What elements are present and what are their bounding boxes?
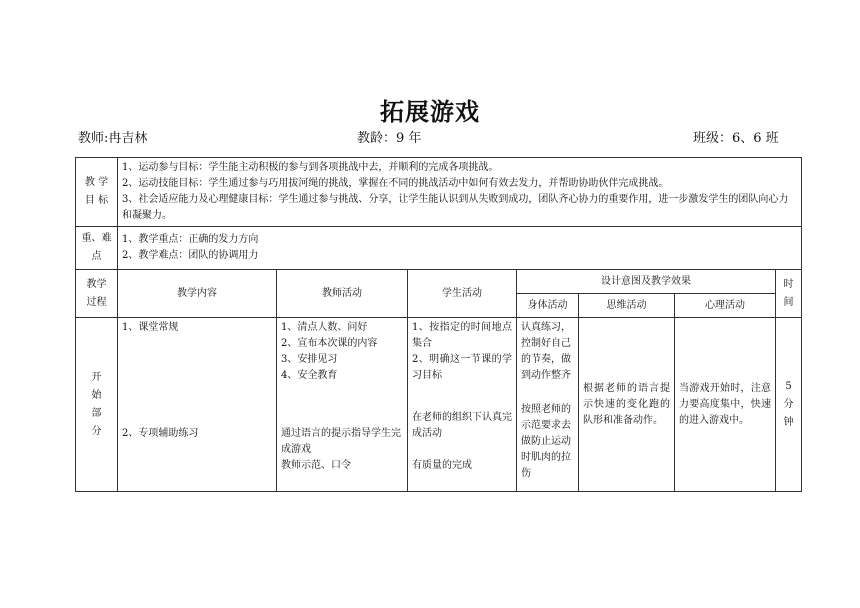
section-teacher-activity: [277, 318, 408, 492]
teacher-item-1: 1、清点人数、问好: [281, 322, 368, 333]
physical-item-1: 认真练习，控制好自己的节奏，做到动作整齐: [521, 322, 571, 381]
teacher-name: 教师:冉吉林: [78, 131, 148, 146]
document-title: 拓展游戏: [380, 97, 480, 126]
keypoints-label: [76, 227, 118, 270]
teacher-item-2: 2、宣布本次课的内容: [281, 338, 378, 349]
teacher-item-4: 4、安全教育: [281, 370, 338, 381]
section-time-text: 5 分 钟: [783, 380, 794, 428]
process-header-text: 教学 过程: [86, 278, 107, 308]
mental-header: 心理活动: [675, 294, 776, 318]
section-content: [118, 318, 277, 492]
time-header: [776, 270, 802, 318]
section-label-text: 开 始 部 分: [91, 371, 102, 437]
thinking-header: 思维活动: [579, 294, 675, 318]
process-header: [76, 270, 118, 318]
design-header: 设计意图及教学效果: [517, 270, 776, 294]
time-header-text: 时 间: [783, 278, 794, 308]
section-thinking-activity: [579, 318, 675, 492]
thinking-text: 根据老师的语言提示快速的变化跑的队形和准备动作。: [583, 382, 670, 426]
content-item-2: 2、专项辅助练习: [122, 428, 199, 439]
goals-content: [118, 158, 802, 227]
goals-label-text: 教 学 目 标: [84, 177, 109, 206]
keypoints-label-text: 重、难 点: [81, 233, 112, 262]
teacher-item-3: 3、安排见习: [281, 354, 338, 365]
student-item-3: 在老师的组织下认真完成活动: [412, 412, 512, 439]
content-item-1: 1、课堂常规: [122, 322, 179, 333]
keypoint-item-1: 1、教学重点：正确的发力方向: [122, 234, 259, 245]
goals-label: [76, 158, 118, 227]
section-time: [776, 318, 802, 492]
physical-item-2: 按照老师的示范要求去做防止运动时肌肉的拉伤: [521, 404, 571, 479]
teacher-item-6: 教师示范、口令: [281, 460, 351, 471]
teacher-activity-header: 教师活动: [277, 270, 408, 318]
goals-row: [76, 158, 802, 227]
goal-item-1: 1、运动参与目标：学生能主动积极的参与到各项挑战中去，并顺利的完成各项挑战。: [122, 162, 499, 173]
physical-header: 身体活动: [517, 294, 579, 318]
keypoints-row: [76, 227, 802, 270]
mental-text: 当游戏开始时，注意力要高度集中，快速的进入游戏中。: [679, 382, 771, 426]
content-header: 教学内容: [118, 270, 277, 318]
goal-item-2: 2、运动技能目标：学生通过参与巧用拔河绳的挑战，掌握在不同的挑战活动中如何有效去发力，并帮助协助伙伴完成挑战。: [122, 178, 669, 189]
student-item-1: 1、按指定的时间地点集合: [412, 322, 512, 349]
keypoints-content: [118, 227, 802, 270]
class-info: 班级：6、6 班: [693, 131, 779, 146]
keypoint-item-2: 2、教学难点：团队的协调用力: [122, 250, 259, 261]
student-activity-header: 学生活动: [408, 270, 517, 318]
teacher-item-5: 通过语言的提示指导学生完成游戏: [281, 428, 401, 455]
student-item-4: 有质量的完成: [412, 460, 472, 471]
section-student-activity: [408, 318, 517, 492]
student-item-2: 2、明确这一节课的学习目标: [412, 354, 512, 381]
opening-section-row: [76, 318, 802, 492]
section-physical-activity: [517, 318, 579, 492]
section-label: [76, 318, 118, 492]
section-mental-activity: [675, 318, 776, 492]
goal-item-3: 3、社会适应能力及心理健康目标：学生通过参与挑战、分享，让学生能认识到从失败到成功，团队齐心协力的重要作用，进一步激发学生的团队向心力和凝聚力。: [122, 194, 789, 221]
teaching-years: 教龄：9 年: [357, 131, 422, 146]
lesson-plan-table: [75, 157, 802, 492]
header-row-1: [76, 270, 802, 294]
